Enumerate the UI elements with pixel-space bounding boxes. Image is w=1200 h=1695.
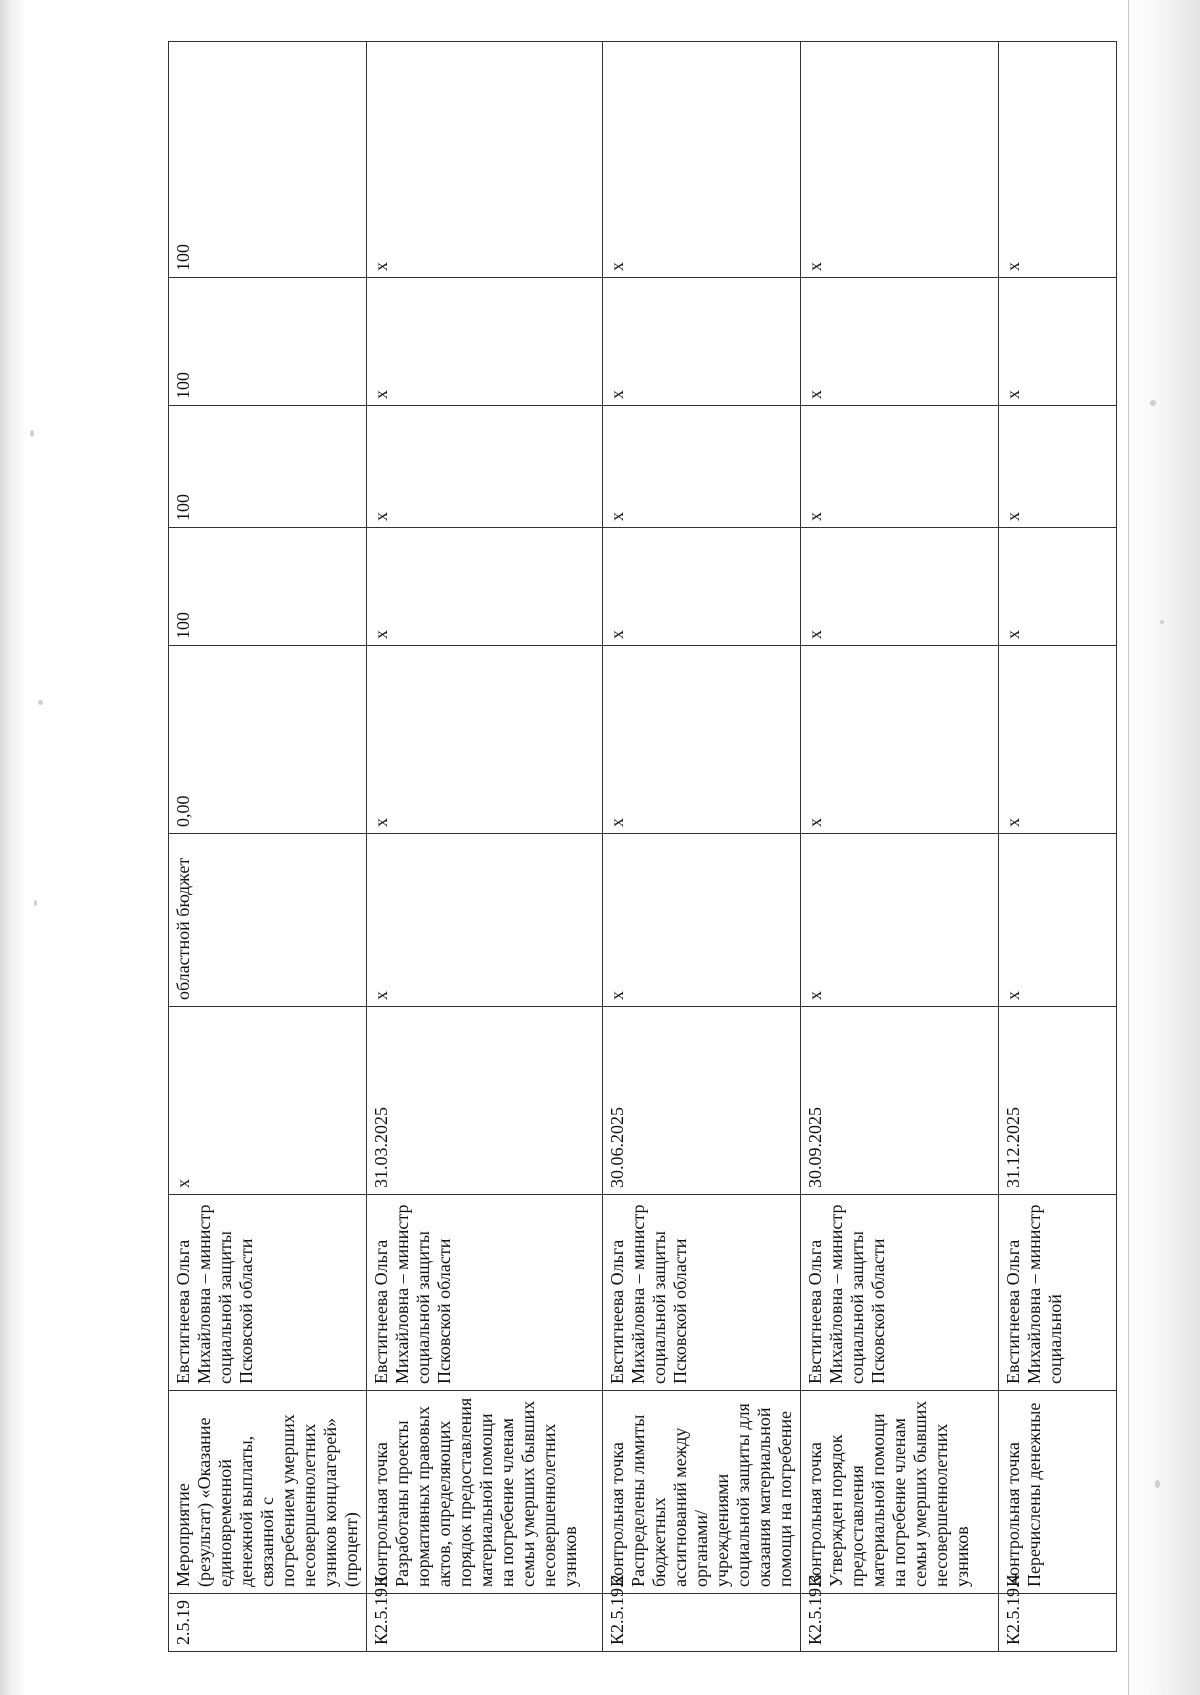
scan-speck <box>1160 620 1164 624</box>
row-value-2: х <box>603 406 801 528</box>
row-amount: х <box>603 646 801 834</box>
scan-speck <box>34 900 37 906</box>
row-name: Контрольная точка Перечислены денежные <box>999 1391 1117 1594</box>
scan-speck <box>1150 400 1156 406</box>
row-value-3: х <box>801 278 999 406</box>
table-row <box>367 42 603 1652</box>
row-responsible: Евстигнеева Ольга Михайловна – министр социальной защиты Псковской области <box>367 1195 603 1391</box>
row-value-4: 100 <box>169 42 367 278</box>
row-responsible: Евстигнеева Ольга Михайловна – министр социальной защиты Псковской области <box>603 1195 801 1391</box>
rotated-page <box>168 42 1106 1652</box>
scan-speck <box>38 700 43 705</box>
row-source: х <box>801 834 999 1007</box>
row-source: х <box>603 834 801 1007</box>
row-value-4: х <box>367 42 603 278</box>
row-value-1: х <box>999 528 1117 646</box>
row-source: х <box>999 834 1117 1007</box>
table-row <box>999 42 1117 1652</box>
row-value-3: х <box>999 278 1117 406</box>
row-code: К2.5.19.4 <box>999 1594 1117 1652</box>
row-value-2: 100 <box>169 406 367 528</box>
row-date: 30.09.2025 <box>801 1007 999 1195</box>
scan-edge-left <box>0 0 26 1695</box>
row-value-4: х <box>999 42 1117 278</box>
row-date: 30.06.2025 <box>603 1007 801 1195</box>
table-row <box>801 42 999 1652</box>
row-value-3: 100 <box>169 278 367 406</box>
row-responsible: Евстигнеева Ольга Михайловна – министр социальной защиты Псковской области <box>801 1195 999 1391</box>
row-date: х <box>169 1007 367 1195</box>
scan-edge-right <box>1130 0 1200 1695</box>
row-source: областной бюджет <box>169 834 367 1007</box>
row-source: х <box>367 834 603 1007</box>
table-row <box>603 42 801 1652</box>
table-row <box>169 42 367 1652</box>
row-value-1: х <box>367 528 603 646</box>
row-code: 2.5.19 <box>169 1594 367 1652</box>
plan-table <box>168 41 1117 1652</box>
row-responsible: Евстигнеева Ольга Михайловна – министр социальной защиты Псковской области <box>169 1195 367 1391</box>
row-amount: х <box>367 646 603 834</box>
row-value-2: х <box>367 406 603 528</box>
row-amount: х <box>801 646 999 834</box>
row-value-1: х <box>603 528 801 646</box>
row-code: К2.5.19.3 <box>801 1594 999 1652</box>
row-value-4: х <box>603 42 801 278</box>
row-amount: х <box>999 646 1117 834</box>
row-value-3: х <box>603 278 801 406</box>
row-name: Мероприятие (результат) «Оказание единовременной денежной выплаты, связанной с погребением умерших несовершеннолетних узников концлагерей» (процент) <box>169 1391 367 1594</box>
row-name: Контрольная точка Разработаны проекты нормативных правовых актов, определяющих порядок предоставления материальной помощи на погребение членам семьи умерших бывших несовершеннолетних узников <box>367 1391 603 1594</box>
row-code: К2.5.19.2 <box>603 1594 801 1652</box>
row-value-4: х <box>801 42 999 278</box>
row-date: 31.03.2025 <box>367 1007 603 1195</box>
row-value-1: 100 <box>169 528 367 646</box>
row-name: Контрольная точка Распределены лимиты бюджетных ассигнований между органами/учреждениями социальной защиты для оказания материальной помощи на погребение <box>603 1391 801 1594</box>
row-amount: 0,00 <box>169 646 367 834</box>
row-value-1: х <box>801 528 999 646</box>
row-name: Контрольная точка Утвержден порядок предоставления материальной помощи на погребение членам семьи умерших бывших несовершеннолетних узников <box>801 1391 999 1594</box>
row-value-2: х <box>801 406 999 528</box>
scan-fold-line <box>1128 0 1129 1695</box>
row-responsible: Евстигнеева Ольга Михайловна – министр социальной <box>999 1195 1117 1391</box>
row-code: К2.5.19.1 <box>367 1594 603 1652</box>
row-date: 31.12.2025 <box>999 1007 1117 1195</box>
scan-speck <box>1155 1480 1160 1488</box>
row-value-2: х <box>999 406 1117 528</box>
row-value-3: х <box>367 278 603 406</box>
scan-speck <box>30 430 34 437</box>
